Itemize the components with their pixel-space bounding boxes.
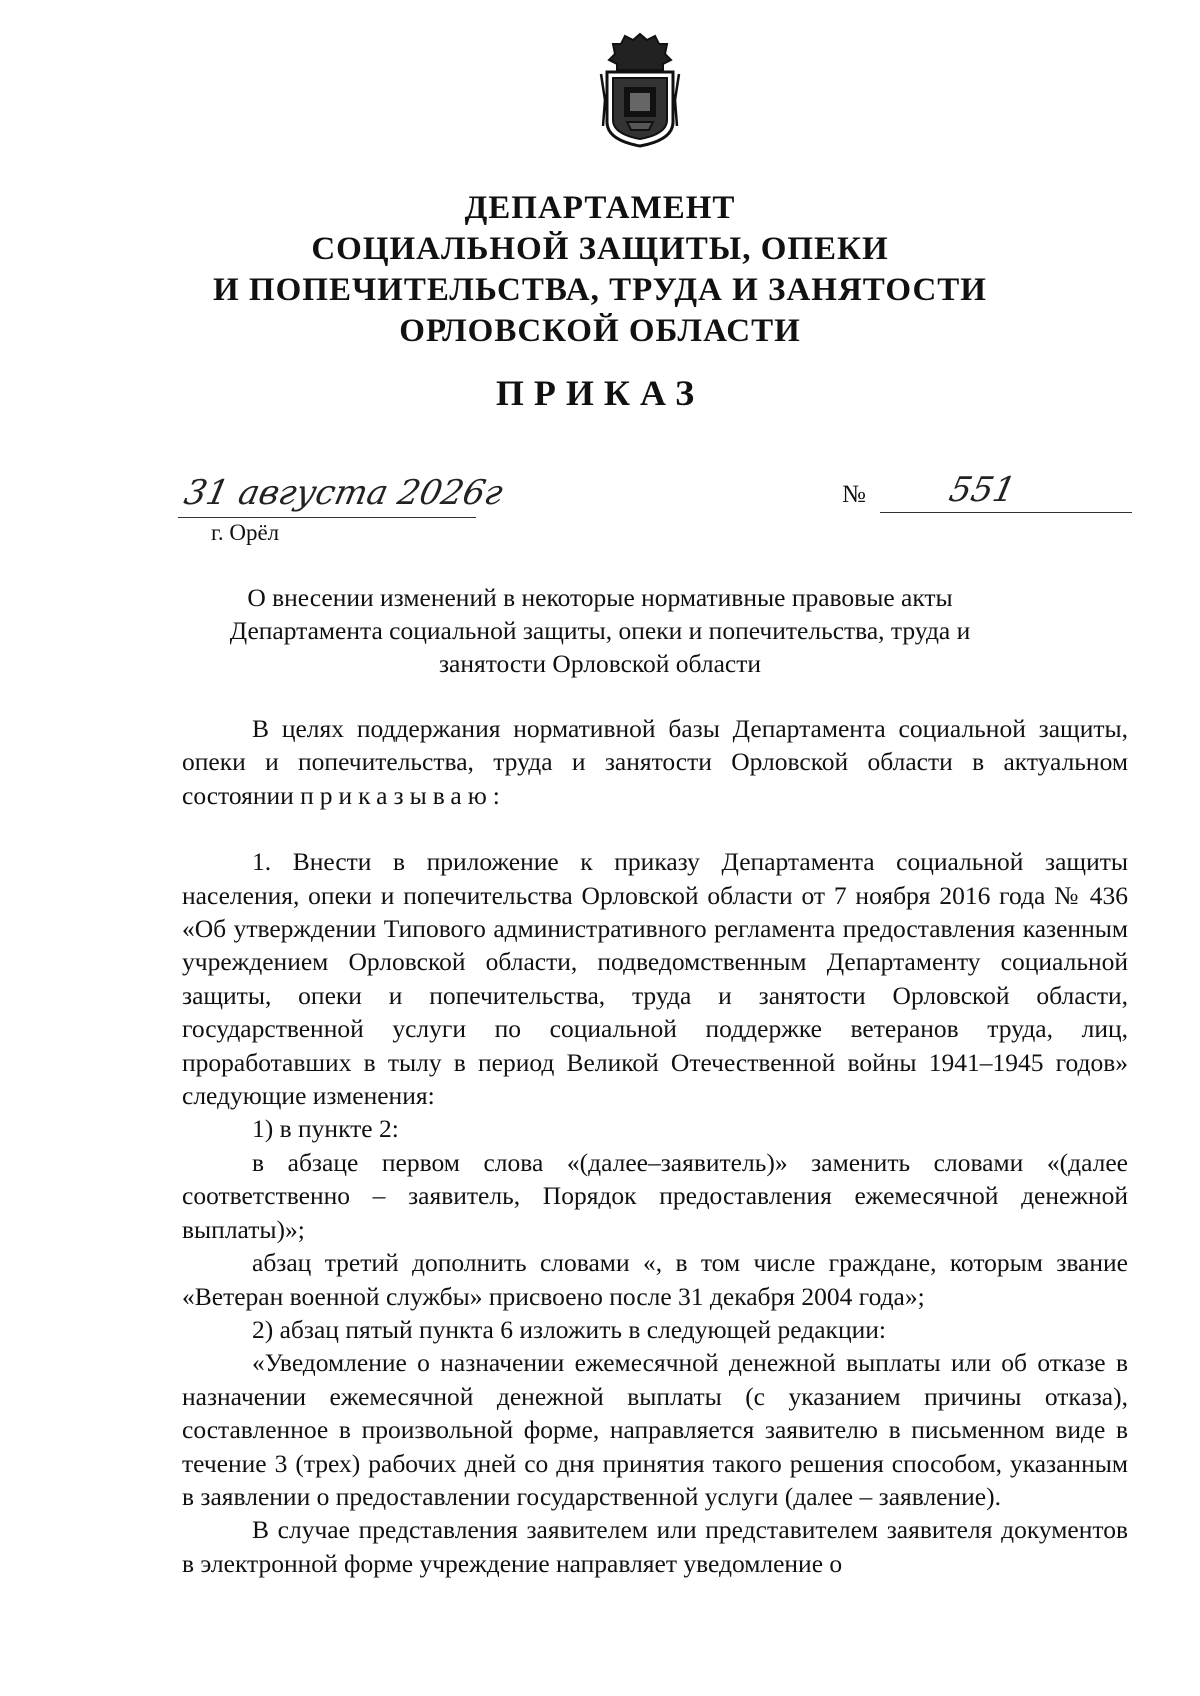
order-subject bbox=[0, 581, 1200, 680]
subitem-1b-paragraph: абзац третий дополнить словами «, в том числе граждане, которым звание «Ветеран военной службы» присвоено после 31 декабря 2004 года»; bbox=[182, 1248, 1128, 1311]
subject-line-1: О внесении изменений в некоторые нормативные правовые акты bbox=[247, 583, 953, 612]
handwritten-number: 551 bbox=[945, 470, 1020, 510]
subitem-2-paragraph: 2) абзац пятый пункта 6 изложить в следующей редакции: bbox=[252, 1314, 886, 1344]
subject-line-2: Департамента социальной защиты, опеки и попечительства, труда и bbox=[229, 616, 971, 645]
subitem-2b-paragraph: В случае представления заявителем или представителем заявителя документов в электронной форме учреждение направляет уведомление о bbox=[182, 1515, 1128, 1578]
date-underline bbox=[178, 517, 476, 518]
handwritten-date: 31 августа 2026г bbox=[180, 473, 507, 513]
header-line-1: ДЕПАРТАМЕНТ bbox=[464, 190, 736, 226]
item-1-paragraph: 1. Внести в приложение к приказу Департамента социальной защиты населения, опеки и попечительства Орловской области от 7 ноября 2016 года № 436 «Об утверждении Типового административного регламента предоставления казенным учреждением Орловской области, подведомственным Департаменту социальной защиты, опеки и попечительства, труда и занятости Орловской области, государственной услуги по социальной поддержке ветеранов труда, лиц, проработавших в тылу в период Великой Отечественной войны 1941–1945 годов» следующие изменения: bbox=[182, 847, 1128, 1111]
department-header bbox=[0, 188, 1200, 352]
subject-line-3: занятости Орловской области bbox=[438, 649, 762, 678]
subitem-2a-paragraph: «Уведомление о назначении ежемесячной денежной выплаты или об отказе в назначении ежемесячной денежной выплаты (с указанием причины отказа), составленное в произвольной форме, направляется заявителю в письменном виде в течение 3 (трех) рабочих дней со дня принятия такого решения способом, указанным в заявлении о предоставлении государственной услуги (далее – заявление). bbox=[182, 1348, 1128, 1511]
preamble-text: В целях поддержания нормативной базы Департамента социальной защиты, опеки и попечительства, труда и занятости Орловской области в актуальном состоянии bbox=[182, 714, 1128, 810]
preamble-paragraph bbox=[182, 712, 1128, 812]
header-line-2: СОЦИАЛЬНОЙ ЗАЩИТЫ, ОПЕКИ bbox=[311, 231, 889, 267]
header-line-3: И ПОПЕЧИТЕЛЬСТВА, ТРУДА И ЗАНЯТОСТИ bbox=[213, 272, 987, 308]
document-type-title: ПРИКАЗ bbox=[495, 373, 705, 413]
header-line-4: ОРЛОВСКОЙ ОБЛАСТИ bbox=[399, 313, 801, 349]
subitem-1a-paragraph: в абзаце первом слова «(далее–заявитель)» заменить словами «(далее соответственно – заявитель, Порядок предоставления ежемесячной денежной выплаты)»; bbox=[182, 1147, 1128, 1244]
coat-of-arms-emblem bbox=[597, 30, 683, 148]
order-body bbox=[182, 712, 1128, 1580]
number-label: № bbox=[842, 481, 866, 508]
subitem-1-paragraph: 1) в пункте 2: bbox=[252, 1114, 399, 1144]
number-underline bbox=[880, 512, 1132, 513]
city-label: г. Орёл bbox=[211, 520, 280, 545]
preamble-order-word: приказываю: bbox=[300, 780, 506, 810]
